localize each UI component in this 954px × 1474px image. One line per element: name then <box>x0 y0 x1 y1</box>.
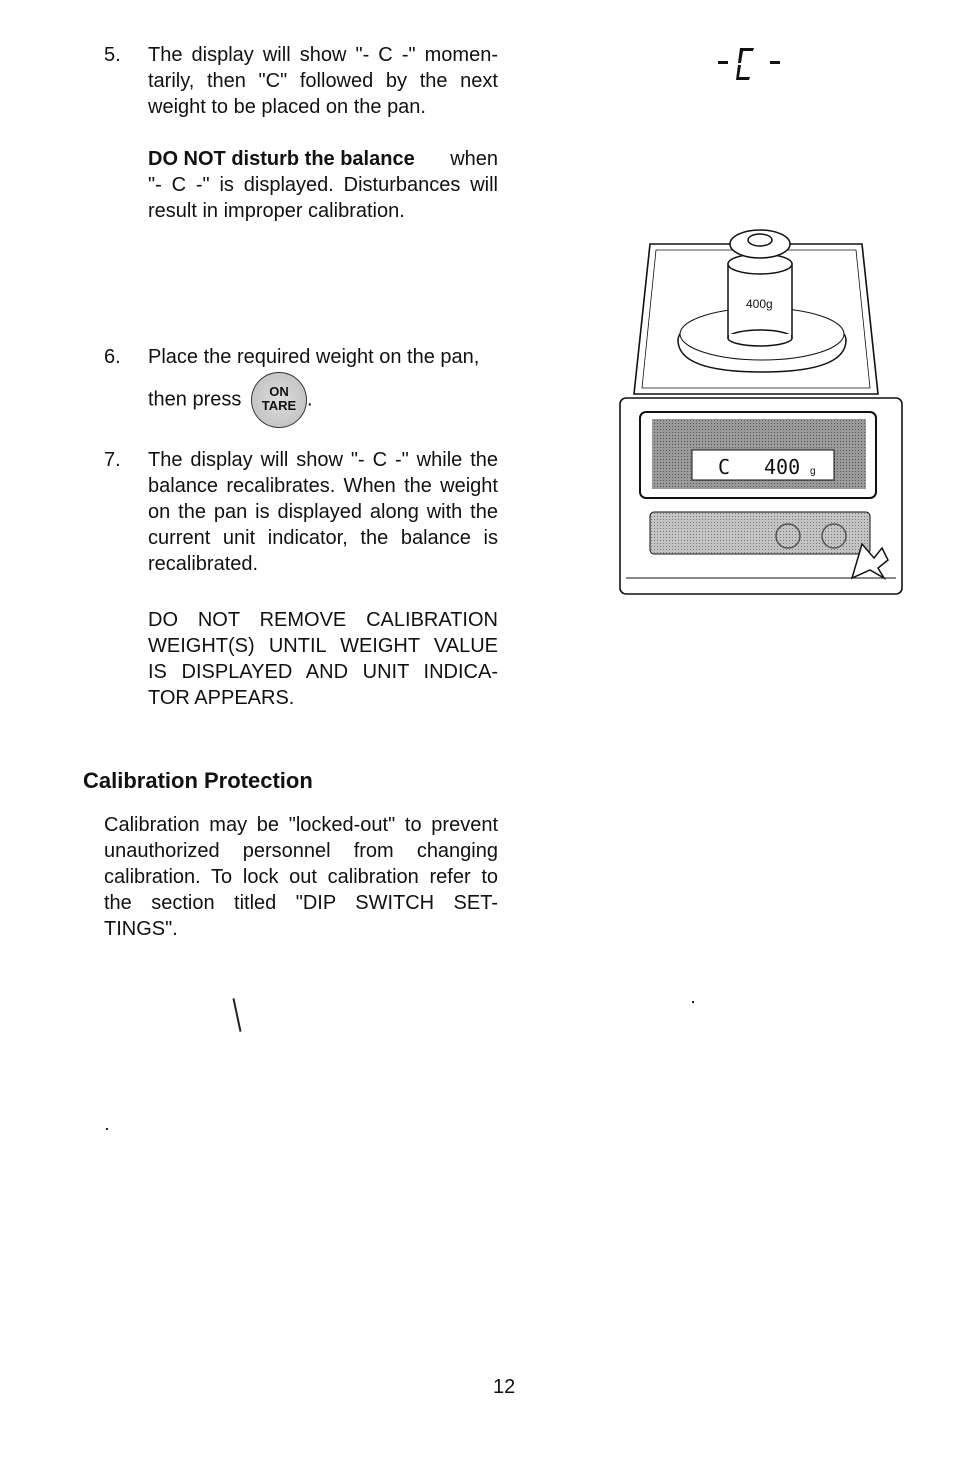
stray-dot <box>106 1128 108 1130</box>
page-number: 12 <box>493 1376 516 1398</box>
section-body: Calibration may be "locked-out" to prevent unauthorized personnel from changing calibration. To lock out calibration refer to the section titled "DIP SWITCH SET- TINGS". <box>104 814 498 940</box>
display-c: C <box>718 455 731 479</box>
weight-label: 400g <box>746 297 773 311</box>
on-tare-key-icon: ON TARE <box>251 372 307 428</box>
step-6-line2: then press ON TARE . <box>148 372 313 428</box>
stray-mark <box>232 998 241 1032</box>
step-5-warning: DO NOT disturb the balance when "- C -" is displayed. Disturbances will result in improper calibration. <box>148 148 498 222</box>
balance-illustration <box>612 222 912 600</box>
step-number: 6. <box>104 346 121 368</box>
step-number: 5. <box>104 44 121 66</box>
step-number: 7. <box>104 449 121 471</box>
step-7-caution: DO NOT REMOVE CALIBRATION WEIGHT(S) UNTIL WEIGHT VALUE IS DISPLAYED AND UNIT INDICA- TOR APPEARS. <box>148 609 498 709</box>
stray-dot <box>692 1001 694 1003</box>
display-unit: g <box>810 466 816 477</box>
step-5-text: The display will show "- C -" momen- tarily, then "C" followed by the next weight to be placed on the pan. <box>148 44 498 118</box>
step-6-text: Place the required weight on the pan, <box>148 346 480 368</box>
section-heading: Calibration Protection <box>83 768 313 793</box>
step-7-text: The display will show "- C -" while the balance recalibrates. When the weight on the pan is displayed along with the current unit indicator, the balance is recalibrated. <box>148 449 498 575</box>
display-value: 400 <box>764 455 801 479</box>
display-c-icon <box>718 44 782 84</box>
